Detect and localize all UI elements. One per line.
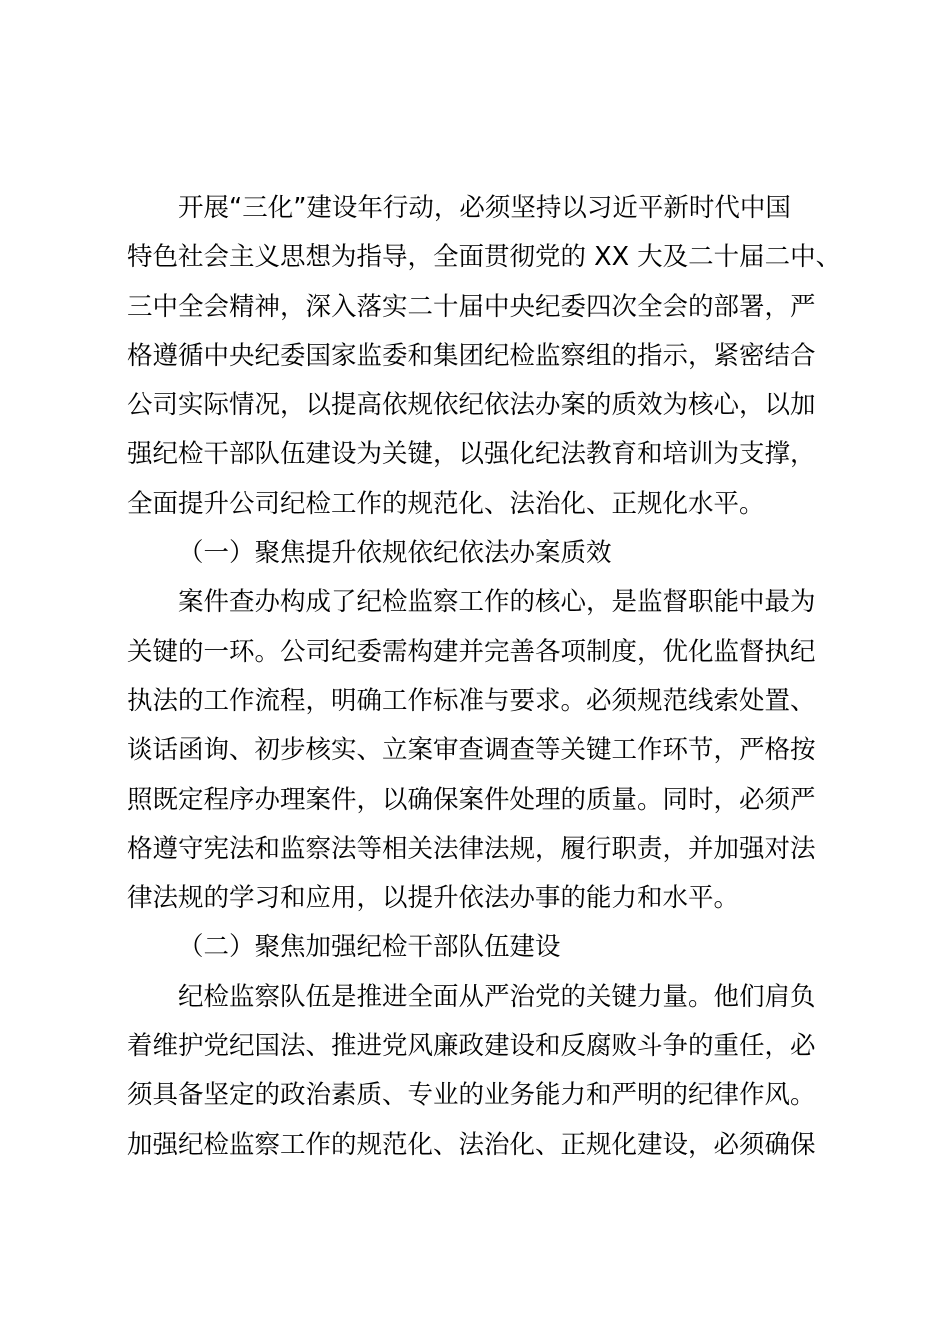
paragraph-1-line-5: 公司实际情况，以提高依规依纪依法办案的质效为核心，以加 (127, 390, 816, 421)
paragraph-1-line-4: 格遵循中央纪委国家监委和集团纪检监察组的指示，紧密结合 (127, 340, 816, 371)
paragraph-1-line-6: 强纪检干部队伍建设为关键，以强化纪法教育和培训为支撑， (127, 439, 816, 470)
paragraph-2-line-7: 律法规的学习和应用，以提升依法办事的能力和水平。 (127, 883, 740, 914)
paragraph-2-line-2: 关键的一环。公司纪委需构建并完善各项制度，优化监督执纪 (127, 636, 816, 667)
paragraph-1-line-1: 开展“三化”建设年行动，必须坚持以习近平新时代中国 (178, 193, 791, 223)
paragraph-1-line-2: 特色社会主义思想为指导，全面贯彻党的 XX 大及二十届二中、 (127, 242, 842, 273)
paragraph-3-line-4: 加强纪检监察工作的规范化、法治化、正规化建设，必须确保 (127, 1129, 816, 1160)
paragraph-3-line-1: 纪检监察队伍是推进全面从严治党的关键力量。他们肩负 (178, 981, 816, 1012)
section-heading-2: （二）聚焦加强纪检干部队伍建设 (178, 932, 561, 963)
paragraph-2-line-1: 案件查办构成了纪检监察工作的核心，是监督职能中最为 (178, 587, 816, 618)
paragraph-2-line-4: 谈话函询、初步核实、立案审查调查等关键工作环节，严格按 (127, 735, 816, 766)
paragraph-2-line-3: 执法的工作流程，明确工作标准与要求。必须规范线索处置、 (127, 685, 816, 716)
paragraph-3-line-3: 须具备坚定的政治素质、专业的业务能力和严明的纪律作风。 (127, 1080, 816, 1111)
paragraph-1-line-7: 全面提升公司纪检工作的规范化、法治化、正规化水平。 (127, 488, 765, 519)
paragraph-2-line-6: 格遵守宪法和监察法等相关法律法规，履行职责，并加强对法 (127, 833, 816, 864)
paragraph-2-line-5: 照既定程序办理案件，以确保案件处理的质量。同时，必须严 (127, 784, 816, 815)
paragraph-3-line-2: 着维护党纪国法、推进党风廉政建设和反腐败斗争的重任，必 (127, 1031, 816, 1062)
document-body (127, 184, 842, 1170)
paragraph-1-line-3: 三中全会精神，深入落实二十届中央纪委四次全会的部署，严 (127, 291, 816, 322)
section-heading-1: （一）聚焦提升依规依纪依法办案质效 (178, 538, 612, 569)
